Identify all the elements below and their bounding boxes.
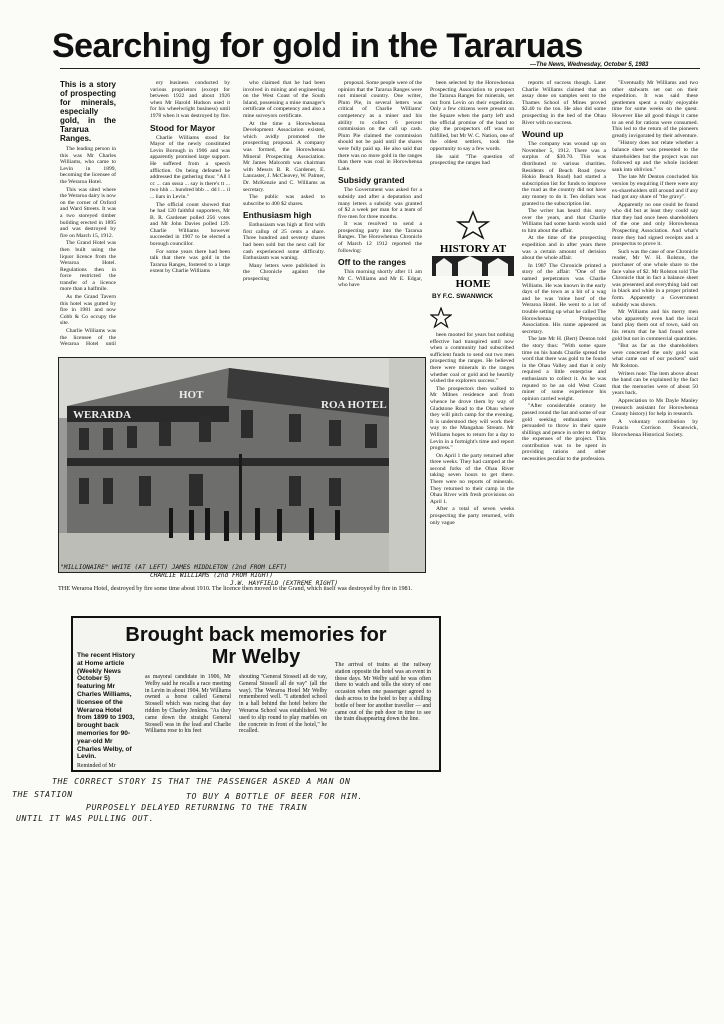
star-icon (458, 212, 488, 238)
paragraph: "History does not relate whether a balance sheet was presented to the shareholders but the project was not followed up and the whole incident sank into oblivion." (612, 140, 698, 173)
paragraph: The company was wound up on November 5, 1912. There was a surplus of $30.70. This was distributed to various charities. Residents of Beach Road (now Hokio Beach Road) had started a subscription list for funds to improve the road as the country did not have any money to do it. Ten dollars was granted to the subscription list. (522, 141, 606, 207)
paragraph: A voluntary contribution by Francis Corrison Swanwick, Horowhenua Historical Society. (612, 418, 698, 438)
paragraph: "But as far as the shareholders were concerned the only gold was what came out of our pockets" said Mr Rolston. (612, 343, 698, 369)
subheading-off-to-the-ranges: Off to the ranges (338, 257, 407, 268)
brought-back-memories-clipping (71, 616, 441, 772)
handwritten-note-line-4: UNTIL IT WAS PULLING OUT. (16, 813, 155, 823)
article-column-2 (150, 80, 230, 348)
handwritten-caption-line-3: J.W. HAYFIELD (EXTREME RIGHT) (230, 580, 339, 587)
handwritten-note-line-3: PURPOSELY DELAYED RETURNING TO THE TRAIN (86, 802, 308, 812)
paragraph: This was sited where the Weraroa dairy is now on the corner of Oxford and Ward Streets. It was a two storeyed timber building erected in 1895 and was destroyed by fire on March 15, 1912. (60, 186, 116, 239)
subheading-subsidy-granted: Subsidy granted (338, 175, 405, 186)
clipping-title-line-1: Brought back memories for (125, 624, 387, 646)
paragraph: ery business conducted by various proprietors (except for between 1922 and about 1926 when Mr Harold Hudson used it for his wheelwright business) until 1978 when it was destroyed by fire. (150, 80, 230, 119)
paragraph: reports of success though. Later Charlie Williams claimed that an assay done on samples sent to the Thames School of Mines proved $2.40 to the ton. He also did some prospecting in the bed of the Ohau River with no success. (522, 80, 606, 126)
paragraph: As the Grand Tavern this hotel was gutted by fire in 1981 and now Cobb & Co occupy the site. (60, 294, 116, 327)
paragraph: The late Mr Denton concluded his version by enquiring if there were any ex-shareholders still around and if any had got any share of "the gravy". (612, 174, 698, 201)
clipping-lead (77, 652, 137, 772)
subheading-wound-up: Wound up (522, 129, 564, 140)
article-column-4 (338, 80, 422, 348)
paragraph: The writer has heard this story over the years, and that Charlie Williams had some harsh words said to him about the affair. (522, 208, 606, 234)
paragraph: The arrival of trains at the railway station opposite the hotel was an event in those days. Mr Welby said he was often there to watch and tells the story of one occasion when one passenger agreed to dash across to the hotel to buy a shilling bottle of beer for another traveller — and came out of the pub door in time to see the train disappearing down the line. (335, 662, 431, 723)
handwritten-caption-line-1: "MILLIONAIRE" WHITE (AT LEFT) JAMES MIDDLETON (2nd FROM LEFT) (60, 564, 288, 571)
paragraph: The Government was asked for a subsidy and after a deputation and many letters a subsidy was granted of $2 a week per man for a team of five men for three months. (338, 187, 422, 220)
hotel-sign-left: WERARDA (73, 409, 132, 421)
paragraph: After a total of seven weeks prospecting the party returned, with only vague (430, 506, 514, 526)
paragraph: Mr Williams and his merry men who apparently even had the local band play them out of town, said on his return that he had found some gold but not in commercial quantities. (612, 309, 698, 342)
article-column-1 (60, 80, 116, 348)
clipping-lead-continued: Reminded of Mr (77, 763, 116, 770)
logo-top-text: HISTORY AT (439, 243, 507, 255)
paragraph: "Eventually Mr Williams and two other stalwarts set out on their expedition. It was said these gentlemen spent a really enjoyable time for some weeks on the quest. However like all good things it came to an end for rations were consumed. This led to the return of the pioneers greatly invigorated by their adventure. (612, 80, 698, 139)
paragraph: Enthusiasm was high at first with first callup of 25 cents a share. Three hundred and seventy shares had been sold but the next call for cash experienced some difficulty. Enthusiasm was waning. (243, 222, 325, 262)
paragraph: For some years there had been talk that there was gold in the Tararua Ranges, fostered to a large extent by Charlie Williams (150, 248, 230, 275)
paragraph: proposal. Some people were of the opinion that the Tararua Ranges were not mineral country. One writer, Plum Pie, in several letters was critical of Charlie Williams' competency as a miner and his ability to collect 6 percent commission on the call up cash. Plum Pie claimed the commission should not be paid until the shares were fully paid up. He also said that there was no more gold in the ranges than there was coal in Horowhenua Lake. (338, 80, 422, 172)
paragraph: The official count showed that he had 120 faithful supporters, Mr B. R. Gardener polled 256 votes and Mr John Davies polled 129. Charlie Williams however succeeded in 1907 to be elected a borough councillor. (150, 201, 230, 248)
paragraph: The leading person in this was Mr Charles Williams, who came to Levin in 1899, becoming the licensee of the Weraroa Hotel. (60, 146, 116, 185)
clipping-column-2 (145, 674, 231, 766)
article-column-6 (522, 80, 606, 590)
dateline: —The News, Wednesday, October 5, 1983 (530, 62, 649, 68)
paragraph: "After considerable oratory he passed round the hat and some of our gold seeking enthusiasts were persuaded to throw in their spare shillings and pence in order to defray the expenses of the project. This contribution was to be spent in providing rations and other necessities peculiar to the profession. (522, 403, 606, 463)
paragraph: been mooted for years but nothing effective had transpired until now when a community had subscribed sufficient funds to send out two men prospecting the ranges. He believed there were minerals in the ranges whether coal or gold and he heartily wished the explorers success." (430, 332, 514, 385)
paragraph: At the time a Horowhenua Development Association existed, which avidly promoted the prospecting proposal. A company was formed, the Horowhenua Mineral Prospecting Association. Mr James Malcomb was chairman with Messrs B. R. Gardener, E. Lancaster, J. McCleavey, W. Palmer, Dr. McKenzie and C. Williams as secretary. (243, 120, 325, 193)
paragraph: At the time of the prospecting expedition and in after years there was a certain amount of derision about the whole affair. (522, 235, 606, 262)
photo-caption: THE Weraroa Hotel, destroyed by fire some time about 1910. The licence then moved to the Grand, which itself was destroyed by fire in 1981. (58, 585, 413, 592)
headline: Searching for gold in the Tararuas (52, 27, 583, 65)
paragraph: The prospectors then walked to Mr Milnes residence and from whence he drove them by way of Gladstone Road to the Ohau where they will pitch camp for the evening. It is understood they will work their way to the Mangahao Stream. Mr Williams hopes to return for a day to Levin in a fortnight's time and report progress." (430, 385, 514, 452)
paragraph: Many letters were published in the Chronicle against the prospecting (243, 262, 325, 283)
clipping-title-line-2: Mr Welby (211, 646, 301, 668)
clipping-column-4 (335, 662, 431, 766)
paragraph: Apparently no one could be found who did but at least they could say that they had once been shareholders of the one and only Horowhenua Prospecting Association. And what's more they had signed receipts and a prospectus to prove it. (612, 201, 698, 248)
star-icon (430, 307, 452, 329)
clipping-column-3 (239, 674, 327, 766)
paragraph: shouting "General Stossell all de vay, General Stossell all de vay" (all the way). The Weraroa Hotel Mr Welby remembered well. "I attended school in a hall behind the hotel before the Weraroa School was established. We used to slip round to play marbles on the concrete in front of the hotel," he recalled. (239, 674, 327, 735)
handwritten-note-line-2b: TO BUY A BOTTLE OF BEER FOR HIM. (186, 791, 363, 801)
logo-bottom-text: HOME (455, 278, 491, 290)
paragraph: Writers note: The item above about the band can be explained by the fact that the memories were of about 50 years back. (612, 370, 698, 397)
paragraph: In 1987 The Chronicle printed a story of the affair: "One of the named perpetrators was Charlie Williams. He was known in the early days of the town as a bit of a wag and he was 'mine host' of the Weraroa Hotel. He went to a lot of trouble setting up what he called The Horowhenua Prospecting Association. His name appeared as secretary. (522, 262, 606, 335)
paragraph: On April 1 the party returned after three weeks. They had camped at the second forks of the Ohau River taking seven hours to get there. There were no reports of minerals. They returned to their camp in the Ohau River with fresh provisions on April 1. (430, 452, 514, 505)
handwritten-note-line-1: THE CORRECT STORY IS THAT THE PASSENGER ASKED A MAN ON (52, 776, 351, 786)
paragraph: Such was the case of one Chronicle reader, Mr W. H. Rolston, the purchaser of one whole share to the face value of $2. Mr Rolston told The Chronicle that in fact a balance sheet was presented and everything laid out in black and white in a proper printed form. Apparently a Government subsidy was shown. (612, 248, 698, 308)
paragraph: The Grand Hotel was then built using the liquor licence from the Weraroa Hotel. Regulations then in force restricted the transfer of a licence more than a halfmile. (60, 240, 116, 293)
paragraph: He said "The question of prospecting the ranges had (430, 153, 514, 167)
history-at-home-logo (428, 210, 518, 290)
article-column-8 (430, 332, 514, 590)
hotel-sign-right: ROA HOTEL (321, 399, 387, 411)
paragraph: The public was asked to subscribe to 400 $2 shares. (243, 194, 325, 207)
byline: BY F.C. SWANWICK (432, 293, 493, 300)
paragraph: It was resolved to send a prospecting party into the Tararua Ranges. The Horowhenua Chronicle of March 12 1912 reported the following: (338, 221, 422, 254)
article-column-7 (612, 80, 698, 590)
article-column-3 (243, 80, 325, 348)
paragraph: Charlie Williams was the licensee of the Weraroa Hotel until (60, 328, 116, 348)
hotel-sign-middle: HOT (179, 389, 204, 401)
paragraph: Charlie Williams stood for Mayor of the newly constituted Levin Borough in 1906 and was apparently promised large support. He suffered from a speech affliction. On being defeated he addressed the gathering thus: "All I cc ... can ssssa ... say is there's tt ... two hhh ... hundred bbb ... dd l ... il ... liars in Levin." (150, 134, 230, 200)
paragraph: been selected by the Horowhenua Prospecting Association to prospect the Tararua Ranges for minerals, set out from Levin on their expedition. Only a few citizens were present on the Square when the party left and the official promise of the band to play the prospectors off was not fulfilled, but Mr W. C. Nation, one of the oldest settlers, took the opportunity to say a few words. (430, 80, 514, 152)
paragraph: The late Mr H. (Bert) Denton told the story thus: "With some spare time on his hands Charlie spread the word that there was gold to be found in the Ohau Valley and that it only required a little enterprise and enthusiasm to collect it. As he was reputed to be an old West Coast miner of some experience his opinion carried weight. (522, 336, 606, 402)
weraroa-hotel-photo (58, 357, 426, 573)
subheading-enthusiasm-high: Enthusiasm high (243, 210, 312, 221)
paragraph: This morning shortly after 11 am Mr C. Williams and Mr E. Edgar, who have (338, 269, 422, 289)
paragraph: who claimed that he had been involved in mining and engineering on the West Coast of the South Island, possessing a mine manager's certificate of competency and also a mine surveyors certificate. (243, 80, 325, 119)
clipping-lead-text: The recent History at Home article (Weekly News October 5) featuring Mr Charles Williams, licensee of the Weraroa Hotel from 1899 to 1903, brought back memories for 90-year-old Mr Charles Welby, of Levin. (77, 652, 135, 761)
article-lead: This is a story of prospecting for minerals, especially gold, in the Tararua Ranges. (60, 80, 116, 143)
paragraph: as mayoral candidate in 1906, Mr Welby said he recalls a race meeting in Levin in about 1904. Mr Williams owned a horse called General Stossell which was racing that day ridden by Charley Jenkins. "As they came down the straight General Stossell was in the lead and Charlie Williams rose to his feet (145, 674, 231, 735)
subheading-stood-for-mayor: Stood for Mayor (150, 122, 216, 133)
headline-rule (60, 68, 700, 69)
paragraph: Appreciation to Ms Dayle Manley (research assistant for Horowhenua County history) for help in research. (612, 397, 698, 418)
handwritten-caption-line-2: CHARLIE WILLIAMS (2nd FROM RIGHT) (150, 572, 273, 579)
article-column-5 (430, 80, 514, 198)
handwritten-note-line-2a: THE STATION (12, 789, 73, 799)
